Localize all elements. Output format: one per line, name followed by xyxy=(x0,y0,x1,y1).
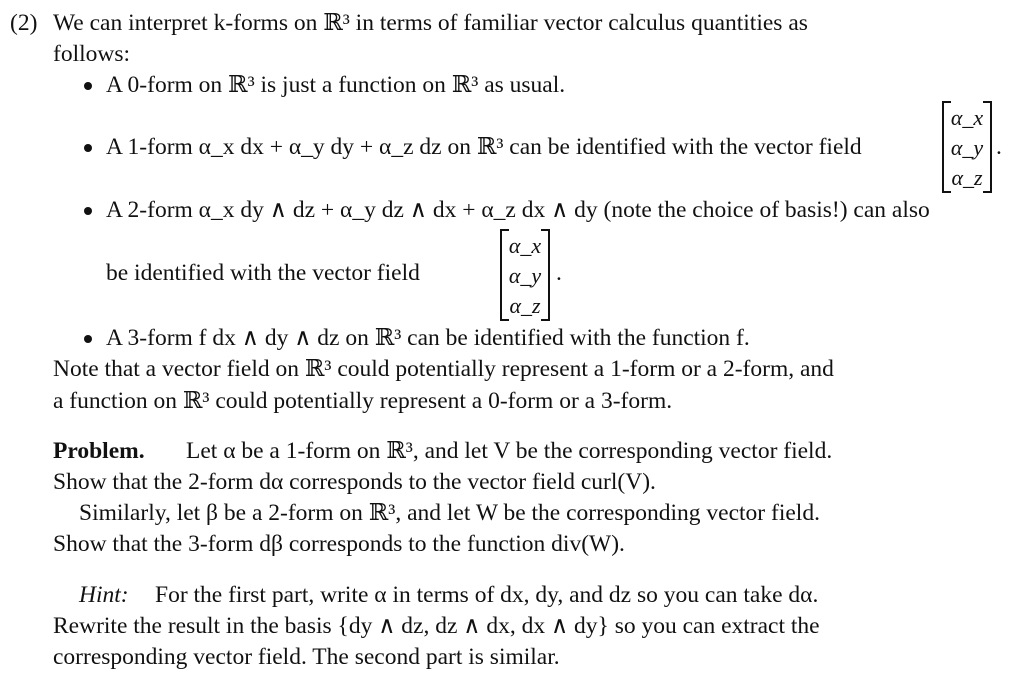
matrix-1-entry-x: α_x xyxy=(950,105,984,130)
hint-label: Hint: xyxy=(79,582,129,608)
matrix-1-entry-y: α_y xyxy=(950,135,984,160)
bullet-dot-0 xyxy=(84,82,92,90)
problem-line-2: Show that the 2-form dα corresponds to the vector field curl(V). xyxy=(53,469,656,495)
bullet-3-text: A 3-form f dx ∧ dy ∧ dz on ℝ³ can be identified with the function f. xyxy=(106,325,750,351)
problem-line-1: Let α be a 1-form on ℝ³, and let V be the corresponding vector field. xyxy=(186,438,833,464)
bullet-1-text: A 1-form α_x dx + α_y dy + α_z dz on ℝ³ can be identified with the vector field xyxy=(106,134,862,160)
matrix-1-period: . xyxy=(996,134,1002,160)
matrix-2-period: . xyxy=(556,260,562,286)
intro-line-2: follows: xyxy=(53,41,131,67)
vector-matrix-2 xyxy=(500,229,550,321)
bullet-dot-2 xyxy=(84,207,92,215)
bullet-0-text: A 0-form on ℝ³ is just a function on ℝ³ as usual. xyxy=(106,72,566,98)
bullet-2-line-2: be identified with the vector field xyxy=(106,260,420,286)
bullet-dot-3 xyxy=(84,335,92,343)
matrix-2-entry-y: α_y xyxy=(508,263,542,288)
vector-matrix-1 xyxy=(942,101,992,193)
hint-line-1: For the first part, write α in terms of dx, dy, and dz so you can take dα. xyxy=(155,582,819,608)
matrix-2-entry-x: α_x xyxy=(508,233,542,258)
note-line-2: a function on ℝ³ could potentially represent a 0-form or a 3-form. xyxy=(53,388,673,414)
bullet-dot-1 xyxy=(84,144,92,152)
note-line-1: Note that a vector field on ℝ³ could potentially represent a 1-form or a 2-form, and xyxy=(53,356,834,382)
bullet-2-line-1: A 2-form α_x dy ∧ dz + α_y dz ∧ dx + α_z dx ∧ dy (note the choice of basis!) can also xyxy=(106,197,930,223)
matrix-2-entry-z: α_z xyxy=(509,293,541,318)
problem-heading: Problem. xyxy=(53,438,145,464)
matrix-1-entry-z: α_z xyxy=(951,165,983,190)
intro-line-1: We can interpret k-forms on ℝ³ in terms of familiar vector calculus quantities as xyxy=(53,10,808,36)
intro-label: (2) xyxy=(10,10,38,36)
hint-line-2: Rewrite the result in the basis {dy ∧ dz, dz ∧ dx, dx ∧ dy} so you can extract the xyxy=(53,613,820,639)
problem-line-4: Show that the 3-form dβ corresponds to the function div(W). xyxy=(53,531,625,557)
problem-line-3: Similarly, let β be a 2-form on ℝ³, and let W be the corresponding vector field. xyxy=(79,500,820,526)
hint-line-3: corresponding vector field. The second part is similar. xyxy=(53,644,560,670)
